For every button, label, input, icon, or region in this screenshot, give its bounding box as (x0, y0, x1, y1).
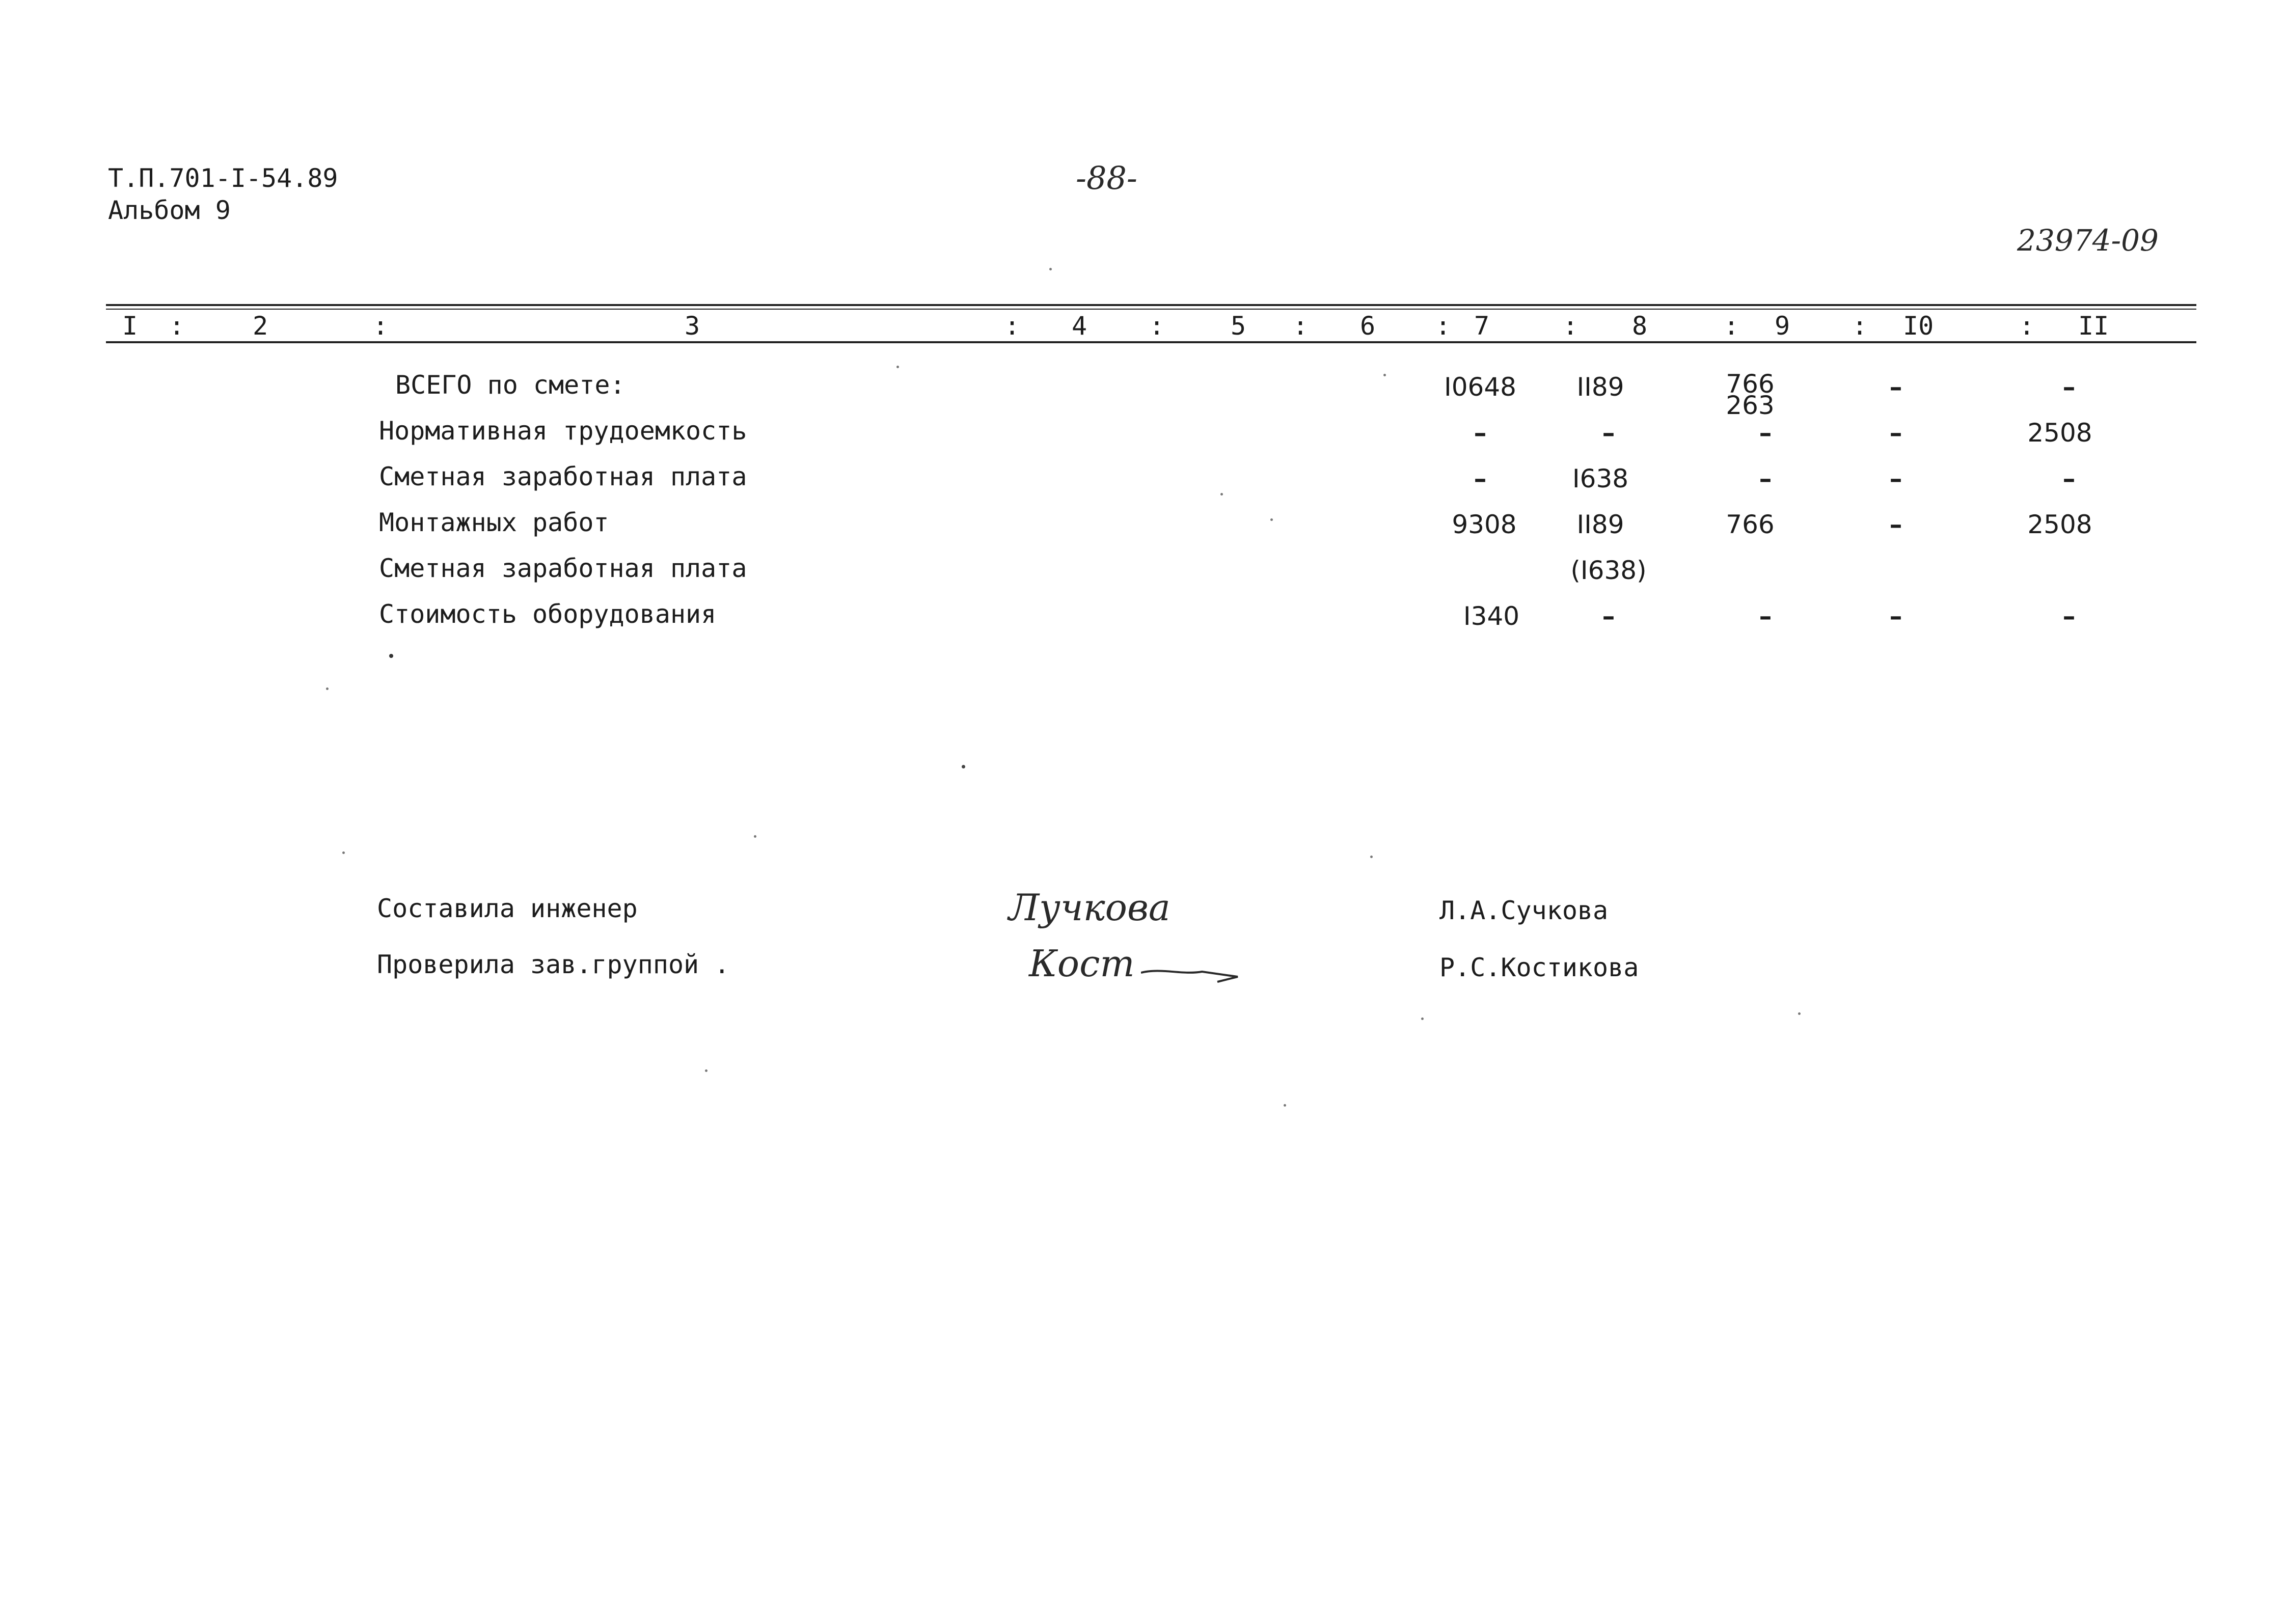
column-separator: : (1004, 311, 1020, 341)
column-11-header: II (2078, 311, 2109, 341)
cell-col9: – (1759, 601, 1772, 631)
checked-by-signature: Кост (1029, 942, 1135, 985)
cell-col11: – (2062, 601, 2076, 631)
cell-col9: – (1759, 418, 1772, 448)
cell-col8: I638 (1572, 464, 1629, 493)
column-8-header: 8 (1632, 311, 1648, 341)
cell-col11: 2508 (2027, 418, 2092, 448)
column-separator: : (1724, 311, 1739, 341)
cell-col10: – (1889, 372, 1902, 402)
column-7-header: 7 (1474, 311, 1490, 341)
column-separator: : (1563, 311, 1579, 341)
cell-col11: – (2062, 464, 2076, 493)
cell-col10: – (1889, 418, 1902, 448)
row-label: Стоимость оборудования (379, 599, 717, 629)
table-top-rule-thin (106, 309, 2196, 310)
compiled-by-role: Составила инженер (377, 894, 638, 923)
signature-flourish (1141, 957, 1243, 983)
cell-col7: – (1474, 418, 1487, 448)
column-1-header: I (122, 311, 138, 341)
compiled-by-signature: Лучкова (1009, 886, 1171, 929)
cell-col8: II89 (1576, 510, 1624, 539)
column-9-header: 9 (1775, 311, 1790, 341)
cell-col8: II89 (1576, 372, 1624, 402)
column-separator: : (169, 311, 185, 341)
column-6-header: 6 (1360, 311, 1376, 341)
compiled-by-name: Л.А.Сучкова (1439, 896, 1609, 925)
cell-col10: – (1889, 510, 1902, 539)
column-separator: : (373, 311, 389, 341)
row-label: Сметная заработная плата (379, 462, 747, 491)
row-label-total: ВСЕГО по смете: (395, 370, 625, 400)
column-separator: : (2019, 311, 2035, 341)
cell-col7: – (1474, 464, 1487, 493)
column-separator: : (1435, 311, 1451, 341)
cell-col9-second-value: 263 (1726, 391, 1775, 420)
album-label: Альбом 9 (108, 196, 231, 225)
inventory-number: 23974-09 (2017, 223, 2159, 258)
cell-col10: – (1889, 601, 1902, 631)
cell-col7: I340 (1463, 601, 1520, 631)
document-code: Т.П.701-I-54.89 (108, 163, 338, 193)
cell-col7: 9308 (1452, 510, 1517, 539)
cell-col8: (I638) (1570, 556, 1647, 585)
table-top-rule (106, 304, 2196, 306)
column-3-header: 3 (685, 311, 700, 341)
checked-by-name: Р.С.Костикова (1439, 953, 1639, 982)
column-4-header: 4 (1072, 311, 1087, 341)
cell-col8: – (1602, 601, 1615, 631)
column-separator: : (1852, 311, 1868, 341)
cell-col11: 2508 (2027, 510, 2092, 539)
cell-col7: I0648 (1444, 372, 1516, 402)
row-label: Монтажных работ (379, 508, 609, 537)
row-label: Сметная заработная плата (379, 554, 747, 583)
column-2-header: 2 (253, 311, 268, 341)
column-separator: : (1293, 311, 1309, 341)
checked-by-role: Проверила зав.группой . (377, 950, 730, 979)
column-separator: : (1149, 311, 1165, 341)
table-header-bottom-rule (106, 341, 2196, 343)
cell-col8: – (1602, 418, 1615, 448)
column-5-header: 5 (1231, 311, 1246, 341)
row-label: Нормативная трудоемкость (379, 416, 747, 446)
cell-col11: – (2062, 372, 2076, 402)
cell-col9: – (1759, 464, 1772, 493)
cell-col10: – (1889, 464, 1902, 493)
column-10-header: I0 (1903, 311, 1934, 341)
cell-col9: 766 (1726, 369, 1775, 399)
page-number: -88- (1076, 159, 1137, 197)
cell-col9: 766 (1726, 510, 1775, 539)
